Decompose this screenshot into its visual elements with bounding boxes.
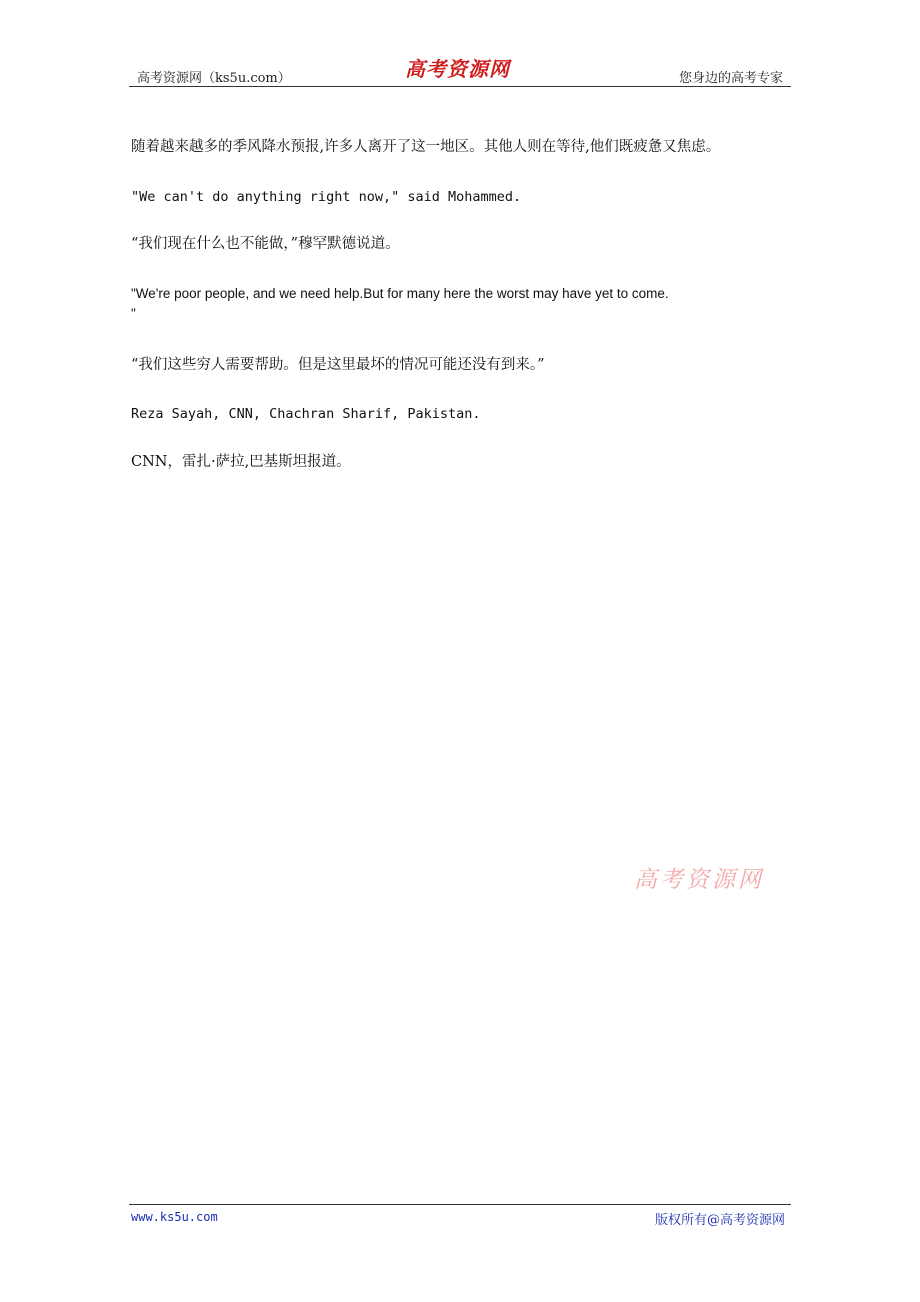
paragraph-2: "We can't do anything right now," said Mohammed. [131,189,522,205]
page-footer [129,1204,791,1235]
paragraph-5: “我们这些穷人需要帮助。但是这里最坏的情况可能还没有到来。” [131,357,545,373]
header-site-name: 高考资源网（ks5u.com） [137,71,291,86]
paragraph-4: "We're poor people, and we need help.But for many here the worst may have yet to come. " [131,286,669,321]
watermark-logo: 高考资源网 [634,867,764,893]
paragraph-7: CNN，雷扎·萨拉,巴基斯坦报道。 [131,454,351,470]
paragraph-1: 随着越来越多的季风降水预报,许多人离开了这一地区。其他人则在等待,他们既疲惫又焦虑。 [131,139,721,155]
footer-copyright: 版权所有@高考资源网 [654,1213,785,1228]
page-header [129,52,791,87]
header-slogan: 您身边的高考专家 [678,71,783,86]
paragraph-6: Reza Sayah, CNN, Chachran Sharif, Pakistan. [131,406,481,422]
header-logo: 高考资源网 [405,57,510,81]
paragraph-3: “我们现在什么也不能做，”穆罕默德说道。 [131,236,400,252]
footer-link[interactable]: www.ks5u.com [131,1210,218,1224]
